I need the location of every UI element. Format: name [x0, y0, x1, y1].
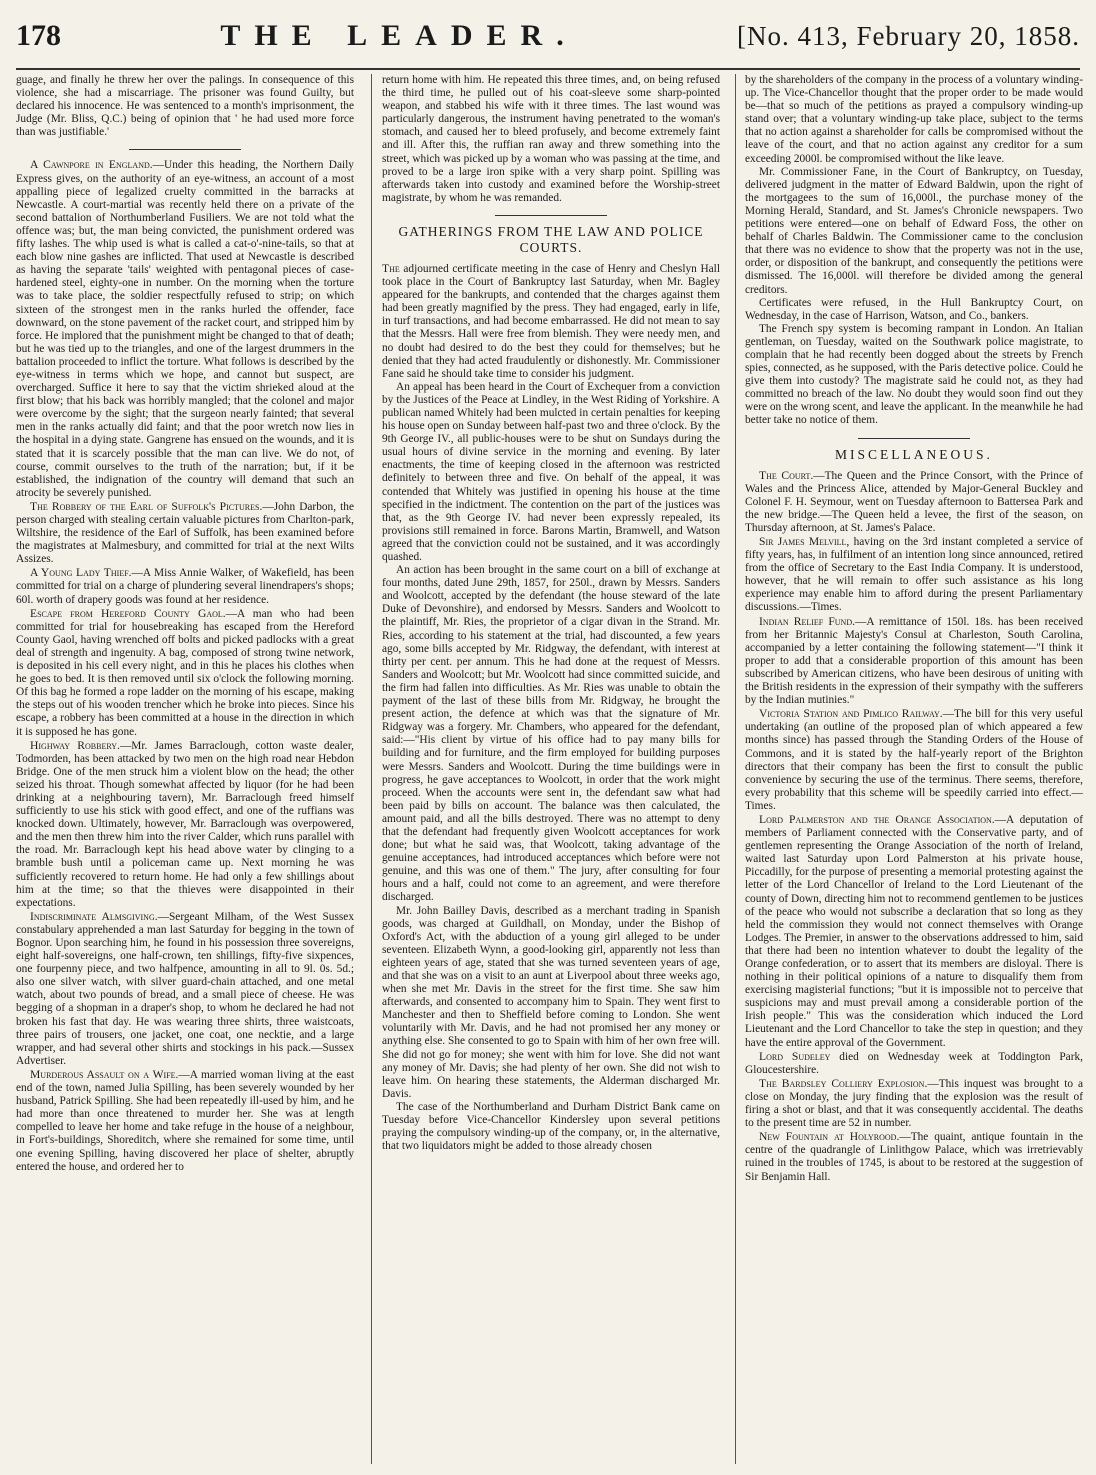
article-lead: A Cawnpore in England. — [30, 158, 153, 172]
article-body: —John Darbon, the person charged with stealing certain valuable pictures from Charlton-park, Wiltshire, the residence of the Earl of Suffolk, has been examined before the magistrates at Malmesbury, and committed for trial at the next Wilts Assizes. — [16, 500, 354, 566]
page-number: 178 — [16, 19, 61, 52]
section-separator — [495, 215, 607, 216]
article-lead: The — [382, 261, 400, 275]
article-paragraph — [16, 607, 354, 739]
article-paragraph — [745, 1050, 1083, 1077]
article-lead: The Bardsley Colliery Explosion. — [759, 1076, 928, 1090]
article-lead: The Robbery of the Earl of Suffolk's Pictures. — [30, 499, 263, 513]
article-lead: The Court. — [759, 468, 814, 482]
article-paragraph — [745, 469, 1083, 535]
article-body: —A remittance of 150l. 18s. has been received from her Britannic Majesty's Consul at Charleston, South Carolina, accompanied by a letter containing the following statement—"I think it proper to add that a considerable proportion of this amount has been subscribed by American citizens, who have been desirous of uniting with the British residents in the expression of their sympathy with the sufferers by the Indian mutinies." — [745, 615, 1083, 707]
issue-info: [No. 413, February 20, 1858. — [737, 20, 1080, 51]
article-paragraph — [745, 707, 1083, 813]
column-3 — [745, 74, 1083, 1464]
article-paragraph: An action has been brought in the same court on a bill of exchange at four months, dated June 29th, 1857, for 250l., drawn by Messrs. Sanders and Woolcott, accepted by the defendant (the house steward of the late Duke of Devonshire), and endorsed by Messrs. Sanders and Woolcott to the plaintiff, Mr. Ries, the proprietor of a cigar divan in the Strand. Mr. Ries, according to his statement at the trial, had discounted, a few years ago, some bills accepted by Mr. Ridgway, the defendant, with interest at thirty per cent. per annum. This he had done at the request of Messrs. Sanders and Woolcott; but Mr. Woolcott had since committed suicide, and the firm had fallen into difficulties. As Mr. Ries was unable to obtain the payment of the last of these bills from Mr. Ridgway, he brought the present action, the defence at which was that the signature of Mr. Ridgway was a forgery. Mr. Chambers, who appeared for the defendant, said:—"His client by virtue of his office had to pay many bills for building and for furniture, and the firm employed for building purposes were Messrs. Sanders and Woolcott. During the time buildings were in progress, he gave acceptances to Woolcott, in order that the work might proceed. When the accounts were sent in, the defendant saw what had been paid by bills on account. The balance was then calculated, the amount paid, and all the bills destroyed. There was no attempt to deny that the defendant had frequently given Woolcott acceptances for work done; but what he said was, that Woolcott, taking advantage of the genuine acceptances, had introduced acceptances which before were not genuine, and this was one of them." The jury, after consulting for four hours and a half, could not come to an agreement, and were therefore discharged. — [382, 564, 720, 904]
article-paragraph — [16, 158, 354, 499]
article-lead: Sir James Melvill, — [759, 535, 850, 548]
article-body: —A married woman living at the east end of the town, named Julia Spilling, has been severely wounded by her husband, Patrick Spilling. She had been repeatedly ill-used by him, and he had more than once threatened to murder her. She was at length compelled to leave her home and take refuge in the house of a neighbour, in Fort's-buildings, Shoreditch, where she remained for some time, until one evening Spilling, having discovered her place of shelter, abruptly entered the house, and ordered her to — [16, 1068, 354, 1173]
article-paragraph: guage, and finally he threw her over the palings. In consequence of this violence, she had a miscarriage. The prisoner was found Guilty, but declared his innocence. He was sentenced to a month's imprisonment, the Judge (Mr. Bliss, Q.C.) being of opinion that ' he had used more force than was justifiable.' — [16, 74, 354, 139]
article-paragraph: The case of the Northumberland and Durham District Bank came on Tuesday before Vice-Chancellor Kindersley upon several petitions praying the compulsory winding-up of the company, or, in the alternative, that two liquidators might be added to those already chosen — [382, 1100, 720, 1153]
article-lead: Indian Relief Fund. — [759, 614, 856, 628]
article-body: —This inquest was brought to a close on Monday, the jury finding that the explosion was the result of firing a shot or blast, and that it was consequently accidental. The deaths to the present time are 52 in number. — [745, 1077, 1083, 1130]
article-paragraph — [16, 739, 354, 910]
article-paragraph — [745, 813, 1083, 1050]
article-body: having on the 3rd instant completed a service of fifty years, has, in fulfilment of an intention long since announced, retired from the office of Secretary to the East India Company. It is understood, however, that he will remain to offer such assistance as his long experience may enable him to afford during the present Parliamentary discussions.—Times. — [745, 536, 1083, 614]
article-body: —Mr. James Barraclough, cotton waste dealer, Todmorden, has been attacked by two men on the high road near Hebdon Bridge. One of the men struck him a violent blow on the head; the other seized his throat. Though somewhat affected by liquor (for he had been drinking at a neighbouring tavern), Mr. Barraclough freed himself sufficiently to use his stick with good effect, and one of the ruffians was knocked down. Ultimately, however, Mr. Barraclough was overpowered, and the men then threw him into the river Calder, which runs parallel with the road. Mr. Barraclough kept his head above water by clinging to a bramble bush until a policeman came up. Next morning he was sufficiently recovered to return home. He had only a few shillings about him at the time; so that the thieves were disappointed in their expectations. — [16, 739, 354, 909]
article-body: —Sergeant Milham, of the West Sussex constabulary apprehended a man last Saturday for begging in the town of Bognor. Upon searching him, he found in his possession three sovereigns, eight half-sovereigns, one half-crown, ten shillings, fifty-five sixpences, one fourpenny piece, and two halfpence, amounting in all to 9l. 0s. 5d.; also one silver watch, with silver guard-chain attached, and one metal watch, about two pounds of bread, and a small piece of cheese. He was begging of a shopman in a draper's shop, to whom he declared he had not broken his fast that day. He was wearing three shirts, three waistcoats, three pairs of trousers, one jacket, one coat, one necktie, and a large wrapper, and had several other shirts and stockings in his pack.—Sussex Advertiser. — [16, 910, 354, 1067]
article-paragraph — [745, 1077, 1083, 1130]
article-lead: A Young Lady Thief. — [30, 566, 132, 580]
article-lead: Highway Robbery. — [30, 738, 120, 752]
column-divider — [735, 74, 736, 1464]
masthead-rule — [16, 68, 1080, 70]
paper-title: THE LEADER. — [220, 19, 578, 52]
masthead — [16, 8, 1080, 64]
article-paragraph — [16, 500, 354, 566]
article-lead: Lord Sudeley — [759, 1049, 831, 1063]
article-lead: Murderous Assault on a Wife. — [30, 1067, 179, 1081]
article-paragraph — [382, 262, 720, 381]
article-lead: New Fountain at Holyrood. — [759, 1130, 900, 1144]
section-separator — [858, 438, 970, 439]
article-body: —The quaint, antique fountain in the centre of the quadrangle of Linlithgow Palace, which was irretrievably ruined in the troubles of 1745, is about to be restored at the suggestion of Sir Benjamin Hall. — [745, 1131, 1083, 1183]
article-paragraph: return home with him. He repeated this three times, and, on being refused the third time, he pulled out of his coat-sleeve some sharp-pointed weapon, and stabbed his wife with it three times. The last wound was particularly dangerous, the instrument having penetrated to the woman's stomach, and caused her to bleed profusely, and become extremely faint and ill. After this, the ruffian ran away and threw something into the street, which was picked up by a woman who was passing at the time, and proved to be a large iron spike with a very sharp point. Spilling was afterwards taken into custody and examined before the Worship-street magistrate, by whom he was remanded. — [382, 74, 720, 204]
article-lead: Lord Palmerston and the Orange Association. — [759, 812, 995, 826]
article-lead: Victoria Station and Pimlico Railway. — [759, 707, 943, 721]
article-paragraph: The French spy system is becoming rampant in London. An Italian gentleman, on Tuesday, waited on the Southwark police magistrate, to complain that he had recently been dogged about the streets by French spies, connected, as he supposed, with the Paris detective police. Could he give them into custody? The magistrate said he could not, as they had committed no breach of the law. No doubt they would soon find out they were on the wrong scent, and leave the applicant. In the meanwhile he had better take no notice of them. — [745, 322, 1083, 427]
article-paragraph — [16, 566, 354, 606]
article-body: —A man who had been committed for trial for housebreaking has escaped from the Hereford County Gaol, having wrenched off bolts and picked padlocks with a great deal of strength and ingenuity. A bag, composed of strong twine network, is deposited in his cell every night, and in this he places his clothes when he goes to bed. It is then removed until six o'clock the following morning. Of this bag he formed a rope ladder on the morning of his escape, making the steps out of his wooden trencher which he broke into pieces. Since his escape, a robbery has been committed at a house in the direction in which it is supposed he has gone. — [16, 607, 354, 738]
article-paragraph: Certificates were refused, in the Hull Bankruptcy Court, on Wednesday, in the case of Harrison, Watson, and Co., bankers. — [745, 296, 1083, 322]
column-2 — [382, 74, 720, 1464]
article-body: died on Wednesday week at Toddington Park, Gloucestershire. — [745, 1050, 1083, 1076]
article-paragraph — [745, 535, 1083, 615]
column-divider — [371, 74, 372, 1464]
article-body: —The Queen and the Prince Consort, with the Prince of Wales and the Princess Alice, attended by Major-General Buckley and Colonel F. H. Seymour, went on Tuesday afternoon to Battersea Park and the new bridge.—The Queen held a levee, the first of the season, on Thursday afternoon, at St. James's Palace. — [745, 469, 1083, 534]
article-body: —Under this heading, the Northern Daily Express gives, on the authority of an eye-witness, an account of a most appalling piece of legalized cruelty committed in the barracks at Newcastle. A court-martial was recently held there on a private of the second battalion of Northumberland Fusiliers. We are not told what the offence was; but, the man being convicted, the punishment ordered was fifty lashes. The whip used is what is called a cat-o'-nine-tails, so that at each blow nine gashes are inflicted. That used at Newcastle is described as having the separate 'tails' weighted with pentagonal pieces of case-hardened steel, eighty-one in number. On the morning when the torture was to take place, the soldier respectfully refused to strip; on which sixteen of the strongest men in the ranks hurled the offender, face downward, on the stone pavement of the racket court, and stripped him by force. He implored that the punishment might be changed to that of death; but he was tied up to the triangles, and one of the largest drummers in the battalion proceeded to inflict the torture. What follows is described by the eye-witness in terms which we hope, and cannot but suspect, are overcharged. Suffice it here to say that the victim shrieked aloud at the first blow; that his back was horribly mangled; that the colonel and major were overcome by the sight; that the surgeon nearly fainted; that several men in the ranks actually did faint; and that the poor wretch now lies in the hospital in a dying state. Gangrene has ensued on the wounds, and it is stated that it is scarcely possible that the man can live. We do not, of course, commit ourselves to the truth of the narration; but, if it be established, the indignation of the country will demand that such an atrocity be severely punished. — [16, 159, 354, 499]
article-lead: Indiscriminate Almsgiving. — [30, 909, 158, 923]
article-body: adjourned certificate meeting in the case of Henry and Cheslyn Hall took place in the Court of Bankruptcy last Saturday, when Mr. Bagley appeared for the bankrupts, and contended that the charges against them had been greatly magnified by the press. They had engaged, early in life, in turf transactions, and had become embarrassed. He did not mean to say that the Messrs. Hall were free from blemish. They were needy men, and no doubt had desired to do the best they could for themselves; but he denied that they had acted fraudulently or dishonestly. Mr. Commissioner Fane said he should take time to consider his judgment. — [382, 262, 720, 380]
section-heading: GATHERINGS FROM THE LAW AND POLICE COURTS. — [398, 223, 704, 255]
article-body: —A Miss Annie Walker, of Wakefield, has been committed for trial on a charge of plundering several linendrapers's shops; 60l. worth of drapery goods was found at her residence. — [16, 567, 354, 606]
section-heading: MISCELLANEOUS. — [835, 446, 993, 462]
article-body: —The bill for this very useful undertaking (an outline of the proposed plan of which appeared a few months since) has passed through the Standing Orders of the House of Commons, and it is stated by the half-yearly report of the Brighton directors that their company has been the first to consult the public convenience by securing the use of the terminus. There seems, therefore, every probability that this scheme will be speedily carried into effect.—Times. — [745, 708, 1083, 812]
article-paragraph — [745, 1130, 1083, 1183]
article-separator — [129, 149, 241, 150]
article-paragraph: Mr. John Bailley Davis, described as a merchant trading in Spanish goods, was charged at Guildhall, on Monday, under the Bishop of Oxford's Act, with the abduction of a young girl alleged to be under seventeen. Elizabeth Wynn, a good-looking girl, apparently not less than eighteen years of age, stated that she was turned seventeen years of age, and that she was on a visit to an aunt at Liverpool about three weeks ago, when she met Mr. Davis in the street for the first time. She saw him afterwards, and consented to accompany him to Spain. They went first to Manchester and then to Sheffield before coming to London. She went voluntarily with Mr. Davis, and he had not promised her any money or anything else. She consented to go to Spain with him of her own free will. She did not go for money; she went with him for love. She did not want any money of Mr. Davis; she had plenty of her own. She did not wish to leave him. On hearing these statements, the Alderman discharged Mr. Davis. — [382, 904, 720, 1100]
article-lead: Escape from Hereford County Gaol. — [30, 606, 226, 620]
article-paragraph — [745, 615, 1083, 708]
article-paragraph: by the shareholders of the company in the process of a voluntary winding-up. The Vice-Chancellor thought that the proper order to be made would be—that so much of the petitions as prayed a compulsory winding-up stand over; that a voluntary winding-up take place, subject to the terms that no action against a shareholder for calls be compromised without the leave of the court, and that no action against any creditor for a sum exceeding 2000l. be compromised without the like leave. — [745, 74, 1083, 165]
article-paragraph — [16, 910, 354, 1068]
article-paragraph — [16, 1068, 354, 1174]
article-body: —A deputation of members of Parliament connected with the Conservative party, and of gentlemen representing the Orange Association of the north of Ireland, waited last Saturday upon Lord Palmerston at his private house, Piccadilly, for the purpose of presenting a memorial protesting against the letter of the Lord Chancellor of Ireland to the Lord Lieutenant of the county of Down, directing him not to recommend gentlemen to be justices of the peace who would not subscribe a declaration that so long as they held the commission they would not connect themselves with Orange Lodges. The Premier, in answer to the observations addressed to him, said that there had been no intention whatever to doubt the legality of the Orange confederation, or to assert that its members are disloyal. There is nothing in their political opinions of a nature to disqualify them from exercising magisterial functions; "but it is impossible not to perceive that suspicions may and must prevail among a considerable portion of the Irish people." This was the consideration which induced the Lord Lieutenant and the Lord Chancellor to take the step in question; and they have the entire approval of the Government. — [745, 813, 1083, 1049]
article-paragraph: An appeal has been heard in the Court of Exchequer from a conviction by the Justices of the Peace at Lindley, in the West Riding of Yorkshire. A publican named Whitely had been mulcted in certain penalties for keeping his house open on Sunday between half-past two and three o'clock. By the 9th George IV., all public-houses were to be shut on Sundays during the usual hours of divine service in the morning and evening. By later enactments, the time of keeping closed in the afternoon was restricted definitely to between three and five. On behalf of the appeal, it was contended that Whitely was justified in opening his house at the time specified in the indictment. The contention on the part of the justices was that, as the 9th George IV. had never been expressly repealed, its provisions still remained in force. Barons Martin, Bramwell, and Watson agreed that the conviction could not be sustained, and it was accordingly quashed. — [382, 380, 720, 563]
column-1 — [16, 74, 354, 1464]
article-paragraph: Mr. Commissioner Fane, in the Court of Bankruptcy, on Tuesday, delivered judgment in the matter of Edward Baldwin, upon the right of the mortgagees to the sum of 16,000l., the purchase money of the Morning Herald, Standard, and St. James's Chronicle newspapers. Two petitions were entered—one on behalf of Edward Foss, the other on behalf of Charles Baldwin. The Commissioner came to the conclusion that there was no evidence to show that the property was not in the use, order, or disposition of the bankrupt, and consequently the petitions were dismissed. The 16,000l. will therefore be divided among the general creditors. — [745, 165, 1083, 296]
